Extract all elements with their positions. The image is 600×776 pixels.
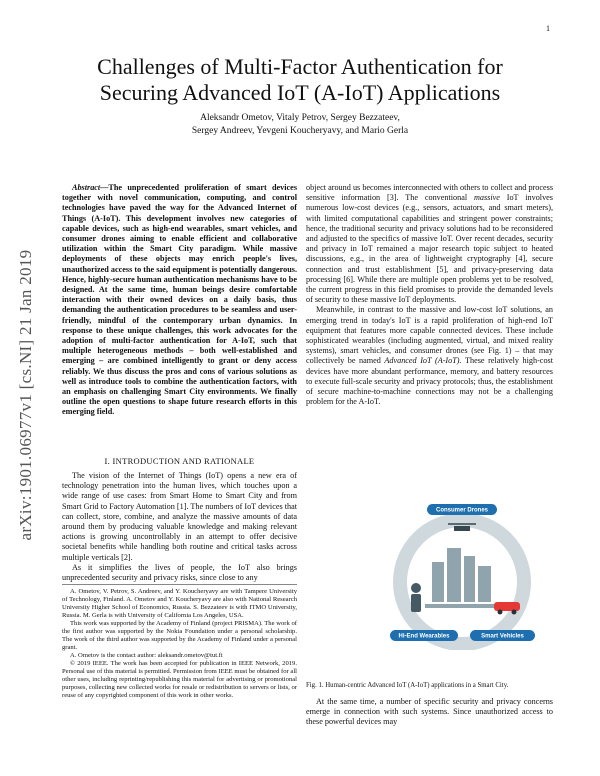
author-list bbox=[80, 112, 520, 138]
footnote-copyright: © 2019 IEEE. The work has been accepted for publication in IEEE Network, 2019. Personal use of this material is permitted. Permission from IEEE must be obtained for all other uses, including reprinting/republishing this material for advertising or promotional purposes, collecting new collected works for resale or redistribution to servers or lists, or reuse of any copyrighted component of this work in other works. bbox=[62, 660, 297, 699]
arxiv-id: arXiv:1901.06977v1 [cs.NI] 21 Jan 2019 bbox=[16, 249, 35, 541]
figure-aiot-illustration bbox=[390, 500, 535, 650]
section-heading: I. INTRODUCTION AND RATIONALE bbox=[104, 456, 255, 466]
footnote-funding: This work was supported by the Academy of Finland (project PRISMA). The work of the first author was supported by the Nokia Foundation under a personal scholarship. The work of the third author was supported by the Academy of Finland under a personal grant. bbox=[62, 620, 297, 651]
authors-line-1: Aleksandr Ometov, Vitaly Petrov, Sergey Bezzateev, bbox=[200, 113, 400, 123]
label-hi-end-wearables: Hi-End Wearables bbox=[398, 633, 450, 640]
abstract-paragraph bbox=[62, 183, 297, 418]
abstract-text: The unprecedented proliferation of smart devices together with novel communication, computing, and control technologies have paved the way for the Advanced Internet of Things (A-IoT). This development involves new categories of capable devices, such as high-end wearables, smart vehicles, and consumer drones aiming to enable efficient and collaborative utilization within the Smart City paradigm. While massive deployments of these objects may enrich people's lives, unauthorized access to the said equipment is potentially dangerous. Hence, highly-secure human authentication mechanisms have to be designed. At the same time, human beings desire comfortable interaction with their owned devices on a daily basis, thus demanding the authentication procedures to be seamless and user-friendly, mindful of the contemporary urban dynamics. In response to these unique challenges, this work advocates for the adoption of multi-factor authentication for A-IoT, such that multiple heterogeneous methods – both well-established and emerging – are combined intelligently to grant or deny access reliably. We thus discuss the pros and cons of various solutions as well as introduce tools to combine the authentication factors, with an emphasis on challenging Smart City environments. We finally outline the open questions to shape future research efforts in this emerging field. bbox=[62, 183, 297, 417]
right-p2-b: These relatively high-cost devices have more abundant performance, memory, and battery resources to execute full-scale security and privacy protocols; thus, the establishment of secure machine-to-machine connections may not be a challenging problem for the A-IoT. bbox=[306, 356, 553, 407]
right-paragraph-2 bbox=[306, 305, 553, 407]
city-ring bbox=[400, 520, 524, 644]
paper-title: Challenges of Multi-Factor Authentication for Securing Advanced IoT (A-IoT) Applications bbox=[97, 54, 503, 105]
abstract-label: Abstract— bbox=[72, 183, 109, 192]
right-column-text bbox=[306, 183, 553, 407]
label-consumer-drones: Consumer Drones bbox=[435, 507, 489, 514]
label-smart-vehicles: Smart Vehicles bbox=[481, 633, 524, 640]
figure-caption: Fig. 1. Human-centric Advanced IoT (A-IoT) applications in a Smart City. bbox=[306, 682, 509, 689]
footnote-rule bbox=[62, 584, 297, 585]
footnote-contact: A. Ometov is the contact author: aleksandr.ometov@tut.fi bbox=[70, 652, 223, 659]
right-p1-emphasis: massive bbox=[473, 193, 500, 203]
right-p2-emphasis: Advanced IoT (A-IoT). bbox=[384, 356, 462, 366]
arxiv-stamp bbox=[14, 200, 38, 590]
abstract-block bbox=[62, 183, 297, 418]
right-p1-a: object around us becomes interconnected with others to collect and process sensitive information [3]. The conventional bbox=[306, 183, 553, 203]
car-icon bbox=[494, 602, 520, 615]
city-skyline-illustration bbox=[425, 548, 500, 608]
right-p1-b: IoT involves numerous low-cost devices (e.g., sensors, actuators, and smart meters), with limited computational capabilities and stringent power constraints; hence, the traditional security and privacy solutions had to be reconsidered and adjusted to the specifics of massive IoT. Over recent decades, security and privacy in IoT remained a major research topic subject to heated discussions, e.g., in the area of lightweight cryptography [4], secure connection and trust establishment [5], and privacy-preserving data processing [6]. While there are multiple open problems yet to be resolved, the current progress in this field promises to provide the demanded levels of security to these massive IoT deployments. bbox=[306, 193, 553, 305]
right-paragraph-1 bbox=[306, 183, 553, 305]
person-icon bbox=[411, 583, 421, 612]
footnotes bbox=[62, 588, 297, 700]
authors-line-2: Sergey Andreev, Yevgeni Koucheryavy, and Mario Gerla bbox=[191, 126, 409, 136]
footnote-affiliations: A. Ometov, V. Petrov, S. Andreev, and Y. Koucheryavy are with Tampere University of Technology, Finland. A. Ometov and Y. Koucheryavy are also with National Research University Higher School of Economics, Russia. S. Bezzateev is with ITMO University, Russia. M. Gerla is with University of California Los Angeles, USA. bbox=[62, 588, 297, 619]
intro-paragraph-1: The vision of the Internet of Things (IoT) opens a new era of technology penetration into the human lives, which touches upon a wide range of use cases: from Smart Home to Smart City and from Smart Grid to Factory Automation [1]. The numbers of IoT devices that can collect, store, combine, and analyze the massive amounts of data around them by producing valuable knowledge and making relevant actions is growing uncontrollably in an attempt to offer decisive societal benefits while handling both routine and critical tasks across multiple verticals [2]. bbox=[62, 471, 297, 562]
right-paragraph-3: At the same time, a number of specific security and privacy concerns emerge in connection with such systems. Since unauthorized access to these powerful devices may bbox=[306, 697, 553, 727]
right-p2-a: Meanwhile, in contrast to the massive and low-cost IoT solutions, an emerging trend in today's IoT is a rapid proliferation of high-end IoT equipment that features more capable connected devices. These include sophisticated wearables (including augmented, virtual, and mixed reality systems), smart vehicles, and consumer drones (see Fig. 1) – that may collectively be named bbox=[306, 305, 553, 366]
intro-paragraph-2: As it simplifies the lives of people, the IoT also brings unprecedented security and privacy risks, since close to any bbox=[62, 562, 297, 583]
page-number: 1 bbox=[546, 24, 550, 33]
right-column-continuation bbox=[306, 697, 553, 728]
intro-text bbox=[62, 471, 297, 583]
